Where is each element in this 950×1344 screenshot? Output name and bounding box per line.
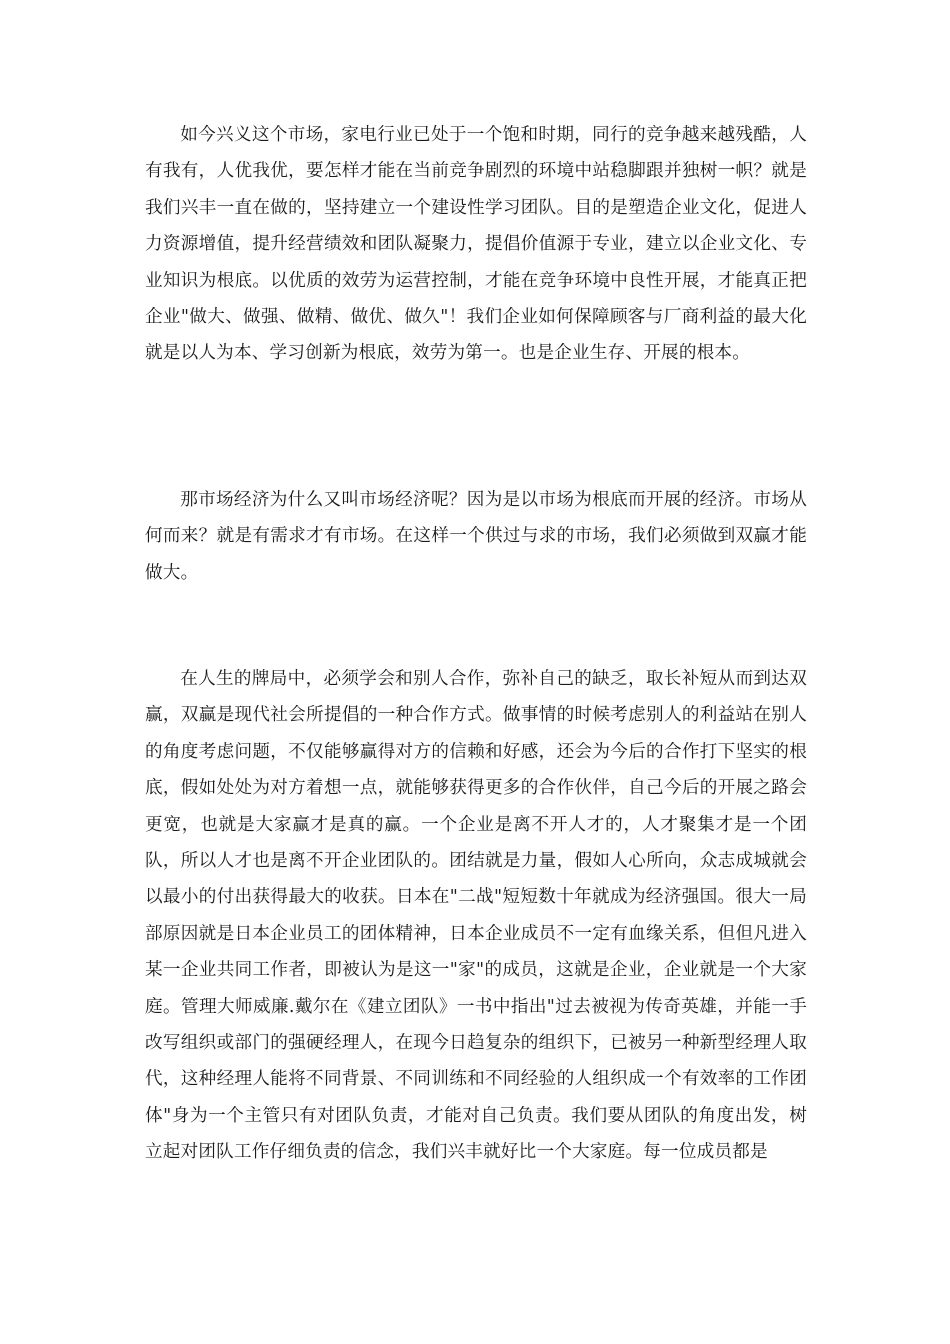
paragraph-market-competition: 如今兴义这个市场，家电行业已处于一个饱和时期，同行的竞争越来越残酷，人有我有，人优我优，要怎样才能在当前竞争剧烈的环境中站稳脚跟并独树一帜？就是我们兴丰一直在做的，坚持建立一个建设性学习团队。目的是塑造企业文化，促进人力资源增值，提升经营绩效和团队凝聚力，提倡价值源于专业，建立以企业文化、专业知识为根底。以优质的效劳为运营控制，才能在竞争环境中良性开展，才能真正把企业"做大、做强、做精、做优、做久"！我们企业如何保障顾客与厂商利益的最大化就是以人为本、学习创新为根底，效劳为第一。也是企业生存、开展的根本。 <box>145 125 807 364</box>
paragraph-market-economy: 那市场经济为什么又叫市场经济呢？因为是以市场为根底而开展的经济。市场从何而来？就是有需求才有市场。在这样一个供过与求的市场，我们必须做到双赢才能做大。 <box>145 490 807 583</box>
paragraph-teamwork: 在人生的牌局中，必须学会和别人合作，弥补自己的缺乏，取长补短从而到达双赢，双赢是现代社会所提倡的一种合作方式。做事情的时候考虑别人的利益站在别人的角度考虑问题，不仅能够赢得对方的信赖和好感，还会为今后的合作打下坚实的根底，假如处处为对方着想一点，就能够获得更多的合作伙伴，自己今后的开展之路会更宽，也就是大家赢才是真的赢。一个企业是离不开人才的，人才聚集才是一个团队，所以人才也是离不开企业团队的。团结就是力量，假如人心所向，众志成城就会以最小的付出获得最大的收获。日本在"二战"短短数十年就成为经济强国。很大一局部原因就是日本企业员工的团体精神，日本企业成员不一定有血缘关系，但但凡进入某一企业共同工作者，即被认为是这一"家"的成员，这就是企业，企业就是一个大家庭。管理大师威廉.戴尔在《建立团队》一书中指出"过去被视为传奇英雄，并能一手改写组织或部门的强硬经理人，在现今日趋复杂的组织下，已被另一种新型经理人取代，这种经理人能将不同背景、不同训练和不同经验的人组织成一个有效率的工作团体"身为一个主管只有对团队负责，才能对自己负责。我们要从团队的角度出发，树立起对团队工作仔细负责的信念，我们兴丰就好比一个大家庭。每一位成员都是 <box>145 669 807 1163</box>
